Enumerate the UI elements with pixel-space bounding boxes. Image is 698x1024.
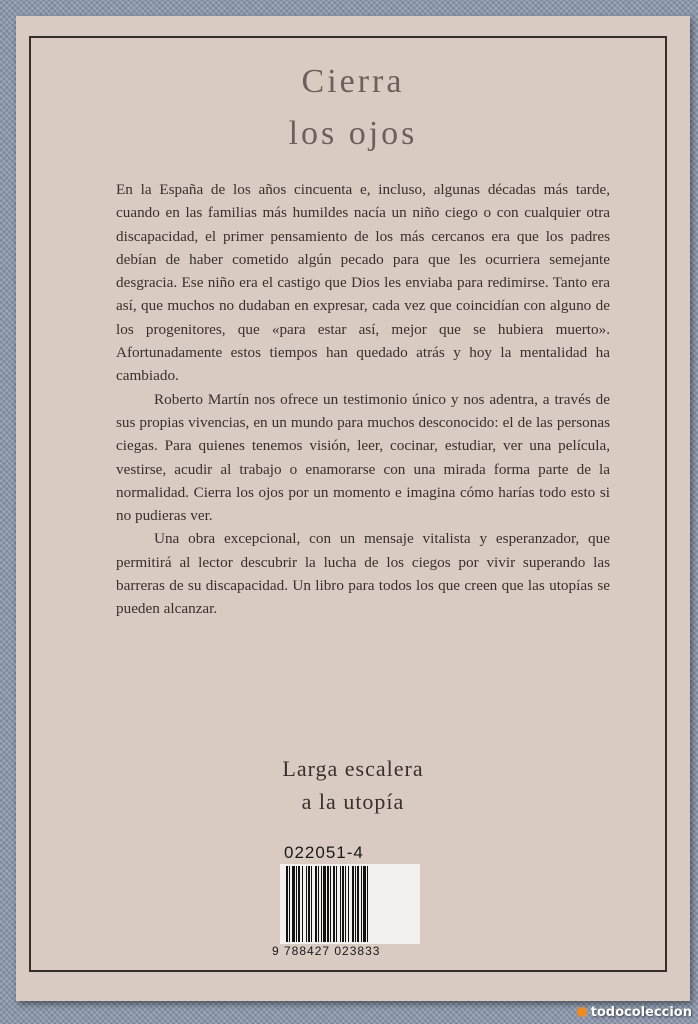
isbn-code: 022051-4 bbox=[284, 843, 364, 862]
book-back-cover bbox=[16, 16, 690, 1001]
synopsis-paragraph-2: Roberto Martín nos ofrece un testimonio único y nos adentra, a través de sus propias vivencias, en un mundo para muchos desconocido: el de las personas ciegas. Para quienes tenemos visión, leer, cocinar, estudiar, ver una película, vestirse, acudir al trabajo o enamorarse con una mirada forma parte de la normalidad. Cierra los ojos por un momento e imagina cómo harías todo esto si no pudieras ver. bbox=[116, 390, 610, 525]
watermark bbox=[577, 1005, 692, 1020]
book-subtitle-line-2: a la utopía bbox=[301, 789, 405, 814]
book-title-line-2: los ojos bbox=[288, 115, 418, 152]
synopsis-paragraph-3: Una obra excepcional, con un mensaje vitalista y esperanzador, que permitirá al lector descubrir la lucha de los ciegos por vivir superando las barreras de su discapacidad. Un libro para todos los que creen que las utopías se pueden alcanzar. bbox=[116, 530, 610, 618]
synopsis-paragraph-1: En la España de los años cincuenta e, incluso, algunas décadas más tarde, cuando en las familias más humildes nacía un niño ciego o con cualquier otra discapacidad, el primer pensamiento de los más cercanos era que los padres debían de haber cometido algún pecado para que les ocurriera semejante desgracia. Ese niño era el castigo que Dios les enviaba para redimirse. Tanto era así, que muchos no dudaban en expresar, cada vez que coincidían con alguno de los progenitores, que «para estar así, mejor que se hubiera muerto». Afortunadamente estos tiempos han quedado atrás y hoy la mentalidad ha cambiado. bbox=[116, 181, 610, 385]
barcode-digits: 9 788427 023833 bbox=[272, 944, 381, 958]
synopsis-text bbox=[116, 178, 610, 621]
book-title-line-1: Cierra bbox=[301, 63, 405, 100]
book-title bbox=[16, 56, 690, 160]
watermark-logo-icon bbox=[577, 1007, 587, 1017]
watermark-text: todocoleccion bbox=[590, 1005, 692, 1020]
book-subtitle bbox=[16, 752, 690, 818]
book-subtitle-line-1: Larga escalera bbox=[282, 756, 424, 781]
barcode-bars-icon bbox=[286, 866, 414, 942]
barcode bbox=[280, 864, 420, 944]
